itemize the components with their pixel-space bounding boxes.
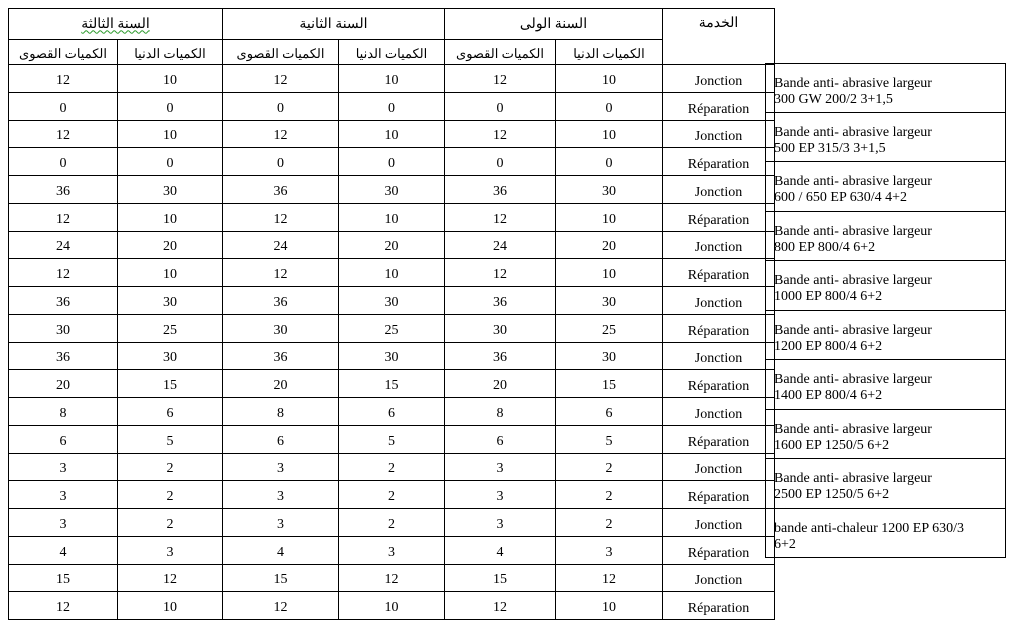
qty-cell-y1-max: 3 — [445, 509, 556, 537]
qty-cell-y3-min: 10 — [118, 65, 223, 93]
product-descriptions — [765, 63, 1006, 558]
qty-cell-y3-max: 4 — [9, 536, 118, 564]
qty-cell-y3-max: 20 — [9, 370, 118, 398]
qty-cell-y1-min: 10 — [556, 259, 663, 287]
qty-cell-y3-max: 12 — [9, 592, 118, 620]
qty-cell-y1-max: 36 — [445, 176, 556, 204]
table-row — [9, 120, 775, 148]
service-cell: Réparation — [663, 203, 775, 231]
table-row — [9, 65, 775, 93]
service-cell: Réparation — [663, 370, 775, 398]
qty-cell-y3-min: 2 — [118, 453, 223, 481]
qty-cell-y3-max: 3 — [9, 509, 118, 537]
qty-cell-y1-max: 3 — [445, 453, 556, 481]
service-cell: Réparation — [663, 148, 775, 176]
product-line2: 2500 EP 1250/5 6+2 — [774, 487, 890, 502]
qty-cell-y1-min: 30 — [556, 287, 663, 315]
product-line1: Bande anti- abrasive largeur — [774, 124, 932, 140]
qty-cell-y3-min: 3 — [118, 536, 223, 564]
qty-cell-y2-max: 12 — [223, 120, 339, 148]
qty-cell-y3-min: 10 — [118, 592, 223, 620]
service-cell: Jonction — [663, 509, 775, 537]
service-cell: Jonction — [663, 342, 775, 370]
qty-cell-y1-max: 12 — [445, 592, 556, 620]
table-row — [9, 148, 775, 176]
qty-cell-y1-min: 10 — [556, 592, 663, 620]
qty-cell-y2-max: 12 — [223, 203, 339, 231]
qty-cell-y2-min: 6 — [339, 398, 445, 426]
year3-header: السنة الثالثة — [9, 9, 223, 40]
qty-cell-y2-max: 4 — [223, 536, 339, 564]
service-cell: Réparation — [663, 259, 775, 287]
year2-header: السنة الثانية — [223, 9, 445, 40]
product-cell — [765, 261, 1006, 311]
qty-cell-y3-max: 8 — [9, 398, 118, 426]
qty-cell-y1-max: 20 — [445, 370, 556, 398]
qty-cell-y1-min: 12 — [556, 564, 663, 592]
qty-cell-y2-max: 12 — [223, 259, 339, 287]
qty-cell-y2-min: 25 — [339, 314, 445, 342]
table-row — [9, 425, 775, 453]
product-cell — [765, 509, 1006, 559]
qty-cell-y1-max: 30 — [445, 314, 556, 342]
qty-cell-y3-min: 30 — [118, 287, 223, 315]
qty-cell-y2-min: 10 — [339, 203, 445, 231]
qty-cell-y1-min: 25 — [556, 314, 663, 342]
qty-cell-y2-min: 10 — [339, 259, 445, 287]
qty-cell-y3-max: 12 — [9, 259, 118, 287]
service-cell: Réparation — [663, 592, 775, 620]
qty-cell-y2-min: 30 — [339, 287, 445, 315]
qty-cell-y2-min: 10 — [339, 65, 445, 93]
product-line2: 800 EP 800/4 6+2 — [774, 239, 876, 255]
qty-cell-y1-min: 0 — [556, 148, 663, 176]
qty-cell-y2-max: 8 — [223, 398, 339, 426]
year3-min-header: الكميات الدنيا — [118, 40, 223, 65]
qty-cell-y2-max: 36 — [223, 176, 339, 204]
qty-cell-y3-max: 6 — [9, 425, 118, 453]
qty-cell-y1-min: 2 — [556, 453, 663, 481]
year3-max-header: الكميات القصوى — [9, 40, 118, 65]
qty-cell-y1-max: 36 — [445, 287, 556, 315]
qty-cell-y3-max: 36 — [9, 287, 118, 315]
table-row — [9, 398, 775, 426]
qty-cell-y3-min: 30 — [118, 176, 223, 204]
qty-cell-y1-max: 12 — [445, 65, 556, 93]
qty-cell-y2-max: 24 — [223, 231, 339, 259]
qty-cell-y2-min: 0 — [339, 148, 445, 176]
qty-cell-y3-max: 0 — [9, 92, 118, 120]
qty-cell-y3-max: 36 — [9, 176, 118, 204]
year2-max-header: الكميات القصوى — [223, 40, 339, 65]
qty-cell-y1-min: 3 — [556, 536, 663, 564]
product-line2: 1200 EP 800/4 6+2 — [774, 338, 883, 354]
qty-cell-y3-min: 12 — [118, 564, 223, 592]
qty-cell-y2-max: 15 — [223, 564, 339, 592]
table-row — [9, 176, 775, 204]
product-line2: 1400 EP 800/4 6+2 — [774, 388, 883, 403]
product-line1: Bande anti- abrasive largeur — [774, 174, 932, 189]
table-row — [9, 481, 775, 509]
qty-cell-y3-min: 2 — [118, 509, 223, 537]
qty-cell-y3-max: 12 — [9, 120, 118, 148]
qty-cell-y2-min: 0 — [339, 92, 445, 120]
qty-cell-y2-max: 6 — [223, 425, 339, 453]
qty-cell-y1-max: 24 — [445, 231, 556, 259]
qty-cell-y3-min: 30 — [118, 342, 223, 370]
qty-cell-y2-max: 0 — [223, 148, 339, 176]
qty-cell-y1-max: 8 — [445, 398, 556, 426]
product-line1: Bande anti- abrasive largeur — [774, 421, 932, 437]
qty-cell-y1-max: 12 — [445, 120, 556, 148]
product-line2: 6+2 — [774, 536, 796, 552]
qty-cell-y1-min: 30 — [556, 176, 663, 204]
qty-cell-y2-min: 30 — [339, 342, 445, 370]
qty-cell-y1-min: 5 — [556, 425, 663, 453]
service-cell: Réparation — [663, 536, 775, 564]
qty-cell-y2-max: 36 — [223, 287, 339, 315]
product-cell — [765, 63, 1006, 113]
qty-cell-y3-min: 10 — [118, 259, 223, 287]
table-row — [9, 370, 775, 398]
product-cell — [765, 212, 1006, 262]
table-row — [9, 287, 775, 315]
qty-cell-y1-max: 12 — [445, 203, 556, 231]
qty-cell-y1-min: 2 — [556, 481, 663, 509]
qty-cell-y2-min: 3 — [339, 536, 445, 564]
product-line1: Bande anti- abrasive largeur — [774, 76, 932, 91]
qty-cell-y2-min: 5 — [339, 425, 445, 453]
qty-cell-y3-min: 20 — [118, 231, 223, 259]
service-cell: Jonction — [663, 453, 775, 481]
table-row — [9, 314, 775, 342]
qty-cell-y2-min: 12 — [339, 564, 445, 592]
qty-cell-y2-min: 30 — [339, 176, 445, 204]
qty-cell-y3-min: 25 — [118, 314, 223, 342]
qty-cell-y2-max: 0 — [223, 92, 339, 120]
qty-cell-y2-max: 20 — [223, 370, 339, 398]
product-line2: 1000 EP 800/4 6+2 — [774, 289, 883, 304]
service-cell: Jonction — [663, 120, 775, 148]
header-row-years — [9, 9, 775, 40]
table-row — [9, 592, 775, 620]
service-cell: Jonction — [663, 231, 775, 259]
qty-cell-y2-max: 30 — [223, 314, 339, 342]
table-row — [9, 342, 775, 370]
qty-cell-y2-max: 12 — [223, 592, 339, 620]
qty-cell-y3-max: 30 — [9, 314, 118, 342]
qty-cell-y2-min: 10 — [339, 120, 445, 148]
qty-cell-y3-min: 5 — [118, 425, 223, 453]
product-line1: Bande anti- abrasive largeur — [774, 322, 932, 338]
qty-cell-y1-max: 0 — [445, 92, 556, 120]
product-line2: 300 GW 200/2 3+1,5 — [774, 92, 893, 107]
qty-cell-y1-max: 6 — [445, 425, 556, 453]
service-header: الخدمة — [663, 9, 775, 65]
qty-cell-y3-max: 12 — [9, 65, 118, 93]
year1-header: السنة الولى — [445, 9, 663, 40]
qty-cell-y1-min: 15 — [556, 370, 663, 398]
qty-cell-y3-max: 12 — [9, 203, 118, 231]
qty-cell-y1-min: 2 — [556, 509, 663, 537]
qty-cell-y2-max: 3 — [223, 481, 339, 509]
year2-min-header: الكميات الدنيا — [339, 40, 445, 65]
qty-cell-y1-min: 6 — [556, 398, 663, 426]
product-cell — [765, 410, 1006, 460]
qty-cell-y3-min: 2 — [118, 481, 223, 509]
qty-cell-y1-max: 15 — [445, 564, 556, 592]
qty-cell-y2-min: 20 — [339, 231, 445, 259]
product-line1: bande anti-chaleur 1200 EP 630/3 — [774, 520, 964, 536]
qty-cell-y1-min: 10 — [556, 203, 663, 231]
qty-cell-y3-max: 24 — [9, 231, 118, 259]
service-cell: Jonction — [663, 287, 775, 315]
product-line1: Bande anti- abrasive largeur — [774, 372, 932, 387]
service-cell: Jonction — [663, 176, 775, 204]
qty-cell-y3-max: 15 — [9, 564, 118, 592]
qty-cell-y1-min: 30 — [556, 342, 663, 370]
qty-cell-y3-min: 10 — [118, 203, 223, 231]
product-line1: Bande anti- abrasive largeur — [774, 223, 932, 239]
qty-cell-y2-min: 2 — [339, 453, 445, 481]
year1-max-header: الكميات القصوى — [445, 40, 556, 65]
table-row — [9, 564, 775, 592]
service-cell: Jonction — [663, 564, 775, 592]
qty-cell-y3-min: 6 — [118, 398, 223, 426]
qty-cell-y2-max: 3 — [223, 453, 339, 481]
table-row — [9, 453, 775, 481]
qty-cell-y1-max: 12 — [445, 259, 556, 287]
qty-cell-y3-min: 10 — [118, 120, 223, 148]
table-row — [9, 92, 775, 120]
service-cell: Réparation — [663, 314, 775, 342]
qty-cell-y1-max: 4 — [445, 536, 556, 564]
service-cell: Jonction — [663, 398, 775, 426]
table-row — [9, 231, 775, 259]
qty-cell-y1-min: 20 — [556, 231, 663, 259]
qty-cell-y1-min: 10 — [556, 65, 663, 93]
product-line2: 600 / 650 EP 630/4 4+2 — [774, 190, 907, 205]
product-cell — [765, 162, 1006, 212]
qty-cell-y1-max: 36 — [445, 342, 556, 370]
qty-cell-y2-min: 2 — [339, 481, 445, 509]
qty-cell-y3-max: 3 — [9, 481, 118, 509]
qty-cell-y2-max: 3 — [223, 509, 339, 537]
qty-cell-y3-min: 0 — [118, 148, 223, 176]
quantities-table — [8, 8, 775, 620]
qty-cell-y2-min: 2 — [339, 509, 445, 537]
product-cell — [765, 459, 1006, 509]
qty-cell-y3-max: 36 — [9, 342, 118, 370]
qty-cell-y3-min: 15 — [118, 370, 223, 398]
qty-cell-y2-max: 12 — [223, 65, 339, 93]
service-cell: Réparation — [663, 425, 775, 453]
qty-cell-y1-max: 0 — [445, 148, 556, 176]
qty-cell-y3-min: 0 — [118, 92, 223, 120]
header-row-quantities — [9, 40, 775, 65]
table-row — [9, 203, 775, 231]
product-cell — [765, 113, 1006, 163]
table-row — [9, 509, 775, 537]
qty-cell-y2-min: 15 — [339, 370, 445, 398]
product-line1: Bande anti- abrasive largeur — [774, 471, 932, 486]
qty-cell-y1-min: 0 — [556, 92, 663, 120]
product-cell — [765, 311, 1006, 361]
table-row — [9, 259, 775, 287]
qty-cell-y1-max: 3 — [445, 481, 556, 509]
qty-cell-y2-max: 36 — [223, 342, 339, 370]
qty-cell-y3-max: 3 — [9, 453, 118, 481]
service-cell: Réparation — [663, 92, 775, 120]
product-line2: 1600 EP 1250/5 6+2 — [774, 437, 890, 453]
product-line1: Bande anti- abrasive largeur — [774, 273, 932, 288]
qty-cell-y1-min: 10 — [556, 120, 663, 148]
product-cell — [765, 360, 1006, 410]
service-cell: Réparation — [663, 481, 775, 509]
table-row — [9, 536, 775, 564]
product-line2: 500 EP 315/3 3+1,5 — [774, 140, 886, 156]
qty-cell-y3-max: 0 — [9, 148, 118, 176]
qty-cell-y2-min: 10 — [339, 592, 445, 620]
service-cell: Jonction — [663, 65, 775, 93]
year1-min-header: الكميات الدنيا — [556, 40, 663, 65]
